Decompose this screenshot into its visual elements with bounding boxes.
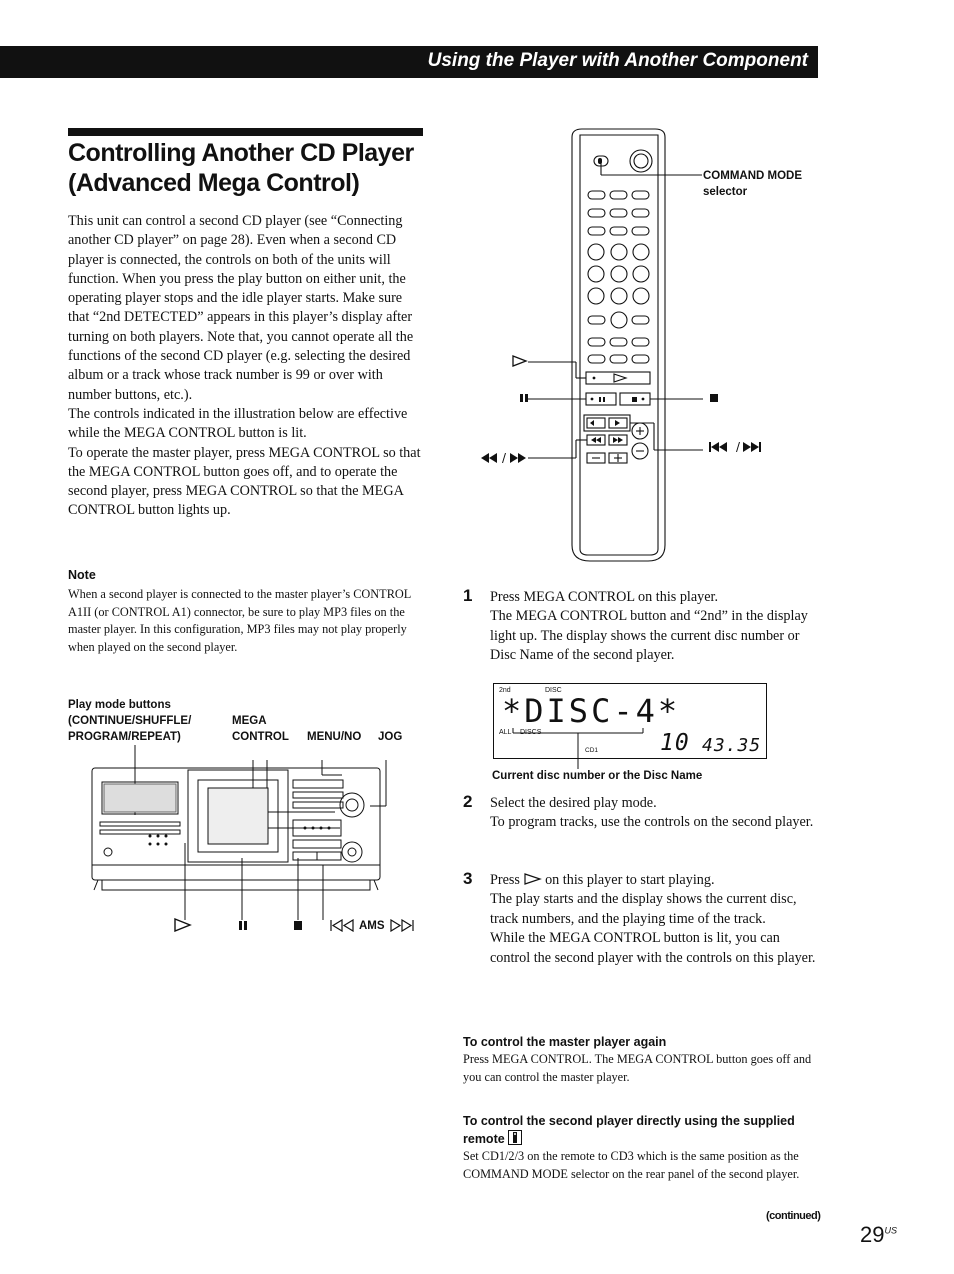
remote-icon bbox=[508, 1130, 522, 1145]
jog-label: JOG bbox=[378, 731, 403, 743]
menu-no-label: MENU/NO bbox=[307, 731, 362, 743]
display-main-text: *DISC-4* bbox=[502, 692, 681, 730]
page-title-line1: Controlling Another CD Player bbox=[68, 139, 414, 167]
note-heading: Note bbox=[68, 568, 96, 582]
intro-paragraph-3: To operate the master player, press MEGA CONTROL so that the MEGA CONTROL button goes off, and to operate the second player, press MEGA CONTROL so that the MEGA CONTROL button lights up. bbox=[68, 444, 421, 519]
display-leader-line bbox=[493, 725, 653, 770]
page-number: $29^{US}$ bbox=[860, 1222, 897, 1247]
step-3-play-icon bbox=[524, 873, 542, 885]
display-track-number: 10 bbox=[660, 730, 690, 756]
title-rule bbox=[68, 128, 423, 136]
remote-play-icon bbox=[512, 355, 528, 367]
header-bar bbox=[0, 46, 818, 78]
remote-skip-icon bbox=[708, 441, 764, 453]
continued-label: (continued) bbox=[766, 1210, 821, 1222]
intro-text bbox=[68, 212, 424, 521]
step-2-text: Select the desired play mode. To program tracks, use the controls on the second player. bbox=[490, 795, 814, 831]
second-direct-heading: To control the second player directly using the supplied remote bbox=[463, 1114, 795, 1146]
ams-next-icon bbox=[389, 919, 416, 932]
note-body: When a second player is connected to the master player’s CONTROL A1II (or CONTROL A1) connector, be sure to play MP3 files on the master player. In this configuration, MP3 files may not play properly when played on the second player. bbox=[68, 587, 411, 654]
display-discs-indicator: DISCS bbox=[520, 729, 542, 736]
master-again-heading: To control the master player again bbox=[463, 1035, 667, 1049]
remote-pause-icon bbox=[519, 393, 529, 403]
step-3-number: 3 bbox=[463, 869, 473, 888]
display-disc-indicator: DISC bbox=[545, 687, 562, 694]
command-mode-label: COMMAND MODE selector bbox=[703, 170, 803, 198]
intro-paragraph-1: This unit can control a second CD player (see “Connecting another CD player” on page 28). Even when a second CD player is connected, the controls on both of the units will function. When you press the play button on either unit, the operating player stops and the idle player starts. Make sure that “2nd DETECTED” appears in this player’s display after turning on both players. Note that, you cannot operate all the functions of the second CD player (e.g. selecting the desired album or a track whose track number is 99 or over with number buttons, etc.). bbox=[68, 213, 414, 403]
mega-control-label: MEGA CONTROL bbox=[232, 715, 289, 743]
display-2nd-indicator: 2nd bbox=[499, 687, 511, 694]
display-time: 43.35 bbox=[702, 735, 762, 756]
play-mode-label: Play mode buttons (CONTINUE/SHUFFLE/ PROGRAM/REPEAT) bbox=[68, 699, 192, 743]
intro-paragraph-2: The controls indicated in the illustration below are effective while the MEGA CONTROL button is lit. bbox=[68, 405, 408, 442]
step-2-number: 2 bbox=[463, 792, 473, 811]
second-direct-body: Set CD1/2/3 on the remote to CD3 which is the same position as the COMMAND MODE selector on the rear panel of the second player. bbox=[463, 1149, 800, 1181]
ams-label: AMS bbox=[359, 920, 385, 932]
master-again-body: Press MEGA CONTROL. The MEGA CONTROL button goes off and you can control the master player. bbox=[463, 1052, 812, 1084]
play-icon bbox=[174, 918, 192, 932]
page-title-line2: (Advanced Mega Control) bbox=[68, 169, 360, 197]
remote-stop-icon bbox=[709, 393, 719, 403]
section-title: Using the Player with Another Component bbox=[427, 50, 808, 71]
display-caption: Current disc number or the Disc Name bbox=[492, 770, 703, 782]
step-1-number: 1 bbox=[463, 586, 473, 605]
stop-icon bbox=[293, 920, 303, 931]
display-all-indicator: ALL bbox=[499, 729, 512, 736]
page-title bbox=[68, 138, 438, 198]
cd-player-illustration bbox=[80, 740, 430, 940]
step-1-text: Press MEGA CONTROL on this player. The MEGA CONTROL button and “2nd” in the display light up. The display shows the current disc number or Disc Name of the second player. bbox=[490, 589, 808, 664]
ams-prev-icon bbox=[329, 919, 356, 932]
step-3-text: Press on this player to start playing. The play starts and the display shows the current disc, track numbers, and the playing time of the track. While the MEGA CONTROL button is lit, you can control the second player with the controls on this player. bbox=[490, 872, 816, 966]
remote-search-icon bbox=[480, 452, 530, 464]
display-cd1-indicator: CD1 bbox=[585, 747, 599, 754]
pause-icon bbox=[238, 920, 248, 931]
